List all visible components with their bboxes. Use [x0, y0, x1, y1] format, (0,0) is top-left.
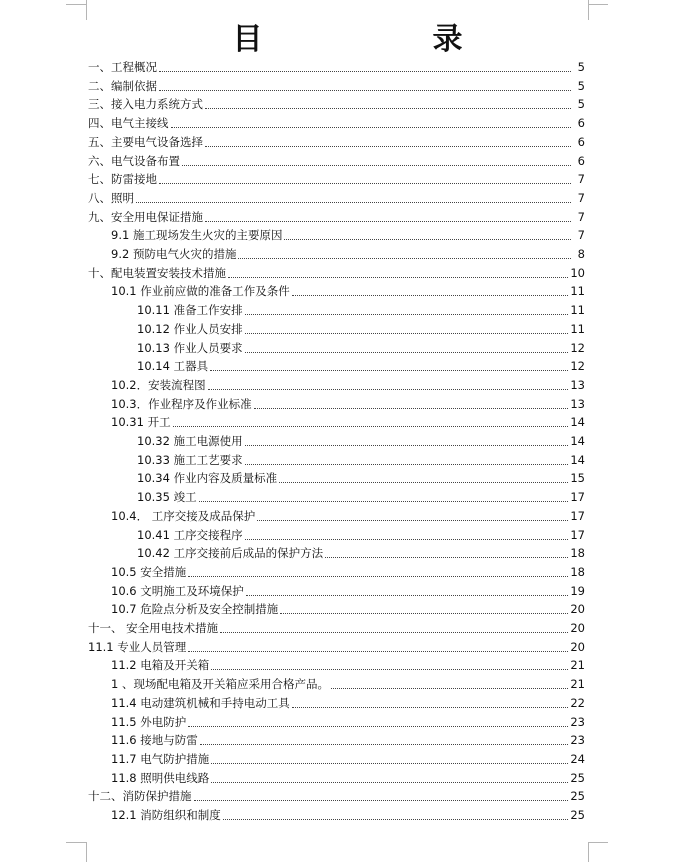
toc-entry-label: 11.6 接地与防雷 — [111, 733, 198, 748]
dot-leader — [159, 70, 571, 72]
toc-entry-label: 10.33 施工工艺要求 — [137, 452, 243, 467]
toc-entry[interactable] — [88, 58, 585, 76]
toc-entry-label: 八、照明 — [88, 190, 134, 205]
toc-entry[interactable] — [88, 189, 585, 207]
toc-entry[interactable] — [88, 152, 585, 170]
toc-entry[interactable] — [111, 731, 585, 749]
toc-entry-label: 10.32 施工电源使用 — [137, 434, 243, 448]
toc-entry-page: 22 — [570, 695, 585, 710]
dot-leader — [220, 631, 568, 633]
toc-entry-page: 10 — [570, 265, 585, 280]
dot-leader — [331, 687, 568, 689]
toc-entry-page: 21 — [570, 677, 585, 692]
toc-entry[interactable] — [111, 656, 585, 674]
toc-entry[interactable] — [111, 563, 585, 581]
toc-entry-page: 20 — [570, 602, 585, 617]
toc-entry[interactable] — [137, 488, 585, 506]
dot-leader — [292, 294, 569, 296]
toc-entry[interactable] — [137, 301, 585, 319]
toc-entry[interactable] — [88, 114, 585, 132]
toc-entry-page: 7 — [577, 190, 585, 205]
dot-leader — [284, 238, 571, 240]
toc-entry-page: 12 — [570, 359, 585, 374]
dot-leader — [159, 89, 571, 91]
toc-entry-page: 5 — [577, 78, 585, 93]
toc-entry-page: 17 — [570, 490, 585, 505]
dot-leader — [188, 725, 568, 727]
toc-entry[interactable] — [111, 376, 585, 394]
toc-entry-page: 25 — [570, 808, 585, 822]
toc-entry[interactable] — [111, 806, 585, 824]
dot-leader — [292, 706, 569, 708]
toc-entry-label: 七、防雷接地 — [88, 172, 157, 187]
dot-leader — [257, 519, 568, 521]
toc-entry-label: 九、安全用电保证措施 — [88, 209, 203, 224]
toc-entry-page: 23 — [570, 733, 585, 748]
toc-entry[interactable] — [88, 619, 585, 637]
toc-entry-label: 10.5 安全措施 — [111, 564, 187, 579]
toc-entry-page: 13 — [570, 396, 585, 411]
toc-entry[interactable] — [137, 469, 585, 487]
toc-entry-label: 十二、消防保护措施 — [88, 789, 192, 804]
dot-leader — [208, 388, 569, 390]
dot-leader — [228, 276, 568, 278]
toc-entry-label: 11.1 专业人员管理 — [88, 639, 187, 654]
dot-leader — [205, 220, 571, 222]
toc-entry[interactable] — [88, 77, 585, 95]
toc-entry-label: 10.13 作业人员要求 — [137, 340, 243, 355]
crop-mark — [588, 842, 589, 862]
toc-entry-label: 10.11 准备工作安排 — [137, 303, 243, 318]
toc-entry-page: 17 — [570, 508, 585, 523]
toc-entry[interactable] — [111, 226, 585, 244]
dot-leader — [200, 743, 569, 745]
toc-entry[interactable] — [111, 245, 585, 263]
dot-leader — [245, 444, 569, 446]
toc-entry-label: 十一、 安全用电技术措施 — [88, 621, 219, 635]
dot-leader — [280, 612, 568, 614]
toc-entry[interactable] — [111, 600, 585, 618]
dot-leader — [245, 313, 569, 315]
toc-entry-label: 11.5 外电防护 — [111, 714, 187, 729]
toc-entry[interactable] — [111, 769, 585, 787]
toc-entry[interactable] — [137, 432, 585, 450]
dot-leader — [136, 201, 571, 203]
dot-leader — [205, 145, 571, 147]
toc-entry-page: 14 — [570, 415, 585, 430]
toc-entry[interactable] — [88, 638, 585, 656]
toc-entry-page: 25 — [570, 770, 585, 785]
dot-leader — [254, 407, 569, 409]
dot-leader — [171, 126, 572, 128]
toc-entry[interactable] — [111, 713, 585, 731]
toc-entry-label: 10.3．作业程序及作业标准 — [111, 396, 252, 411]
toc-entry-label: 10.42 工序交接前后成品的保护方法 — [137, 546, 324, 561]
toc-entry[interactable] — [137, 544, 585, 562]
dot-leader — [188, 575, 568, 577]
dot-leader — [211, 781, 568, 783]
toc-entry-page: 11 — [570, 284, 585, 299]
dot-leader — [188, 650, 568, 652]
crop-mark — [66, 4, 86, 5]
toc-entry-page: 21 — [570, 658, 585, 673]
toc-entry-page: 6 — [577, 153, 585, 168]
toc-entry-page: 8 — [577, 247, 585, 261]
toc-entry[interactable] — [111, 750, 585, 768]
toc-entry-page: 11 — [570, 321, 585, 336]
crop-mark — [86, 842, 87, 862]
toc-entry-page: 12 — [570, 340, 585, 355]
toc-entry[interactable] — [88, 787, 585, 805]
toc-entry-page: 5 — [577, 97, 585, 112]
dot-leader — [211, 668, 568, 670]
toc-entry-label: 10.7 危险点分析及安全控制措施 — [111, 602, 279, 617]
toc-entry[interactable] — [88, 95, 585, 113]
dot-leader — [325, 556, 568, 558]
toc-entry[interactable] — [111, 582, 585, 600]
toc-entry[interactable] — [137, 451, 585, 469]
toc-entry[interactable] — [111, 282, 585, 300]
toc-entry[interactable] — [111, 413, 585, 431]
dot-leader — [245, 351, 569, 353]
toc-entry[interactable] — [111, 507, 585, 525]
dot-leader — [199, 500, 569, 502]
dot-leader — [279, 481, 568, 483]
crop-mark — [588, 842, 608, 843]
dot-leader — [238, 257, 571, 259]
dot-leader — [245, 332, 569, 334]
toc-entry-label: 10.41 工序交接程序 — [137, 527, 243, 542]
toc-entry[interactable] — [111, 694, 585, 712]
toc-entry[interactable] — [137, 339, 585, 357]
toc-entry-page: 6 — [577, 116, 585, 131]
toc-entry[interactable] — [88, 264, 585, 282]
dot-leader — [205, 107, 571, 109]
toc-entry-label: 10.35 竣工 — [137, 490, 197, 505]
toc-entry-label: 三、接入电力系统方式 — [88, 97, 203, 112]
toc-entry-label: 11.8 照明供电线路 — [111, 770, 210, 785]
toc-entry[interactable] — [137, 320, 585, 338]
toc-entry-label: 二、编制依据 — [88, 78, 157, 93]
toc-entry-page: 20 — [570, 639, 585, 654]
crop-mark — [66, 842, 86, 843]
toc-entry[interactable] — [88, 208, 585, 226]
toc-entry[interactable] — [137, 357, 585, 375]
dot-leader — [245, 538, 569, 540]
toc-entry-label: 10.6 文明施工及环境保护 — [111, 583, 244, 598]
toc-entry-label: 10.34 作业内容及质量标准 — [137, 471, 278, 486]
toc-entry-page: 6 — [577, 134, 585, 149]
toc-entry-label: 10.2．安装流程图 — [111, 377, 206, 392]
dot-leader — [223, 818, 569, 820]
toc-entry-label: 一、工程概况 — [88, 60, 157, 74]
dot-leader — [246, 594, 569, 596]
toc-entry-page: 23 — [570, 714, 585, 729]
dot-leader — [245, 463, 569, 465]
toc-entry-label: 9.2 预防电气火灾的措施 — [111, 247, 237, 261]
toc-entry-label: 10.31 开工 — [111, 415, 171, 430]
toc-entry-label: 11.2 电箱及开关箱 — [111, 658, 210, 673]
toc-entry-label: 1 、现场配电箱及开关箱应采用合格产品。 — [111, 677, 329, 692]
toc-entry-page: 14 — [570, 434, 585, 448]
toc-entry[interactable] — [111, 675, 585, 693]
dot-leader — [182, 164, 571, 166]
toc-entry-page: 19 — [570, 583, 585, 598]
toc-entry-page: 17 — [570, 527, 585, 542]
toc-entry-label: 10.4． 工序交接及成品保护 — [111, 508, 256, 523]
dot-leader — [194, 799, 569, 801]
toc-entry-label: 10.1 作业前应做的准备工作及条件 — [111, 284, 290, 299]
toc-entry-page: 15 — [570, 471, 585, 486]
toc-entry-label: 四、电气主接线 — [88, 116, 169, 131]
toc-entry-page: 13 — [570, 377, 585, 392]
toc-entry-page: 18 — [570, 564, 585, 579]
toc-entry-page: 18 — [570, 546, 585, 561]
toc-entry-label: 11.7 电气防护措施 — [111, 751, 210, 766]
crop-mark — [588, 4, 608, 5]
toc-entry[interactable] — [88, 170, 585, 188]
dot-leader — [173, 425, 569, 427]
toc-entry-page: 7 — [577, 228, 585, 243]
toc-entry-page: 24 — [570, 751, 585, 766]
toc-entry-page: 5 — [577, 60, 585, 74]
toc-entry-label: 9.1 施工现场发生火灾的主要原因 — [111, 228, 283, 243]
dot-leader — [159, 182, 571, 184]
page-title: 目 录 — [232, 22, 533, 57]
toc-entry-label: 五、主要电气设备选择 — [88, 134, 203, 149]
toc-entry-label: 10.14 工器具 — [137, 359, 209, 374]
toc-entry-page: 7 — [577, 172, 585, 187]
toc-entry-label: 11.4 电动建筑机械和手持电动工具 — [111, 695, 290, 710]
dot-leader — [211, 762, 568, 764]
dot-leader — [210, 369, 568, 371]
toc-entry-label: 十、配电装置安装技术措施 — [88, 265, 226, 280]
toc-entry-page: 11 — [570, 303, 585, 318]
toc-entry[interactable] — [111, 395, 585, 413]
toc-entry-label: 12.1 消防组织和制度 — [111, 808, 221, 822]
toc-entry[interactable] — [137, 526, 585, 544]
toc-entry-label: 六、电气设备布置 — [88, 153, 180, 168]
toc-entry-page: 7 — [577, 209, 585, 224]
toc-entry-page: 25 — [570, 789, 585, 804]
toc-entry-label: 10.12 作业人员安排 — [137, 321, 243, 336]
toc-entry[interactable] — [88, 133, 585, 151]
toc-entry-page: 14 — [570, 452, 585, 467]
toc-entry-page: 20 — [570, 621, 585, 635]
